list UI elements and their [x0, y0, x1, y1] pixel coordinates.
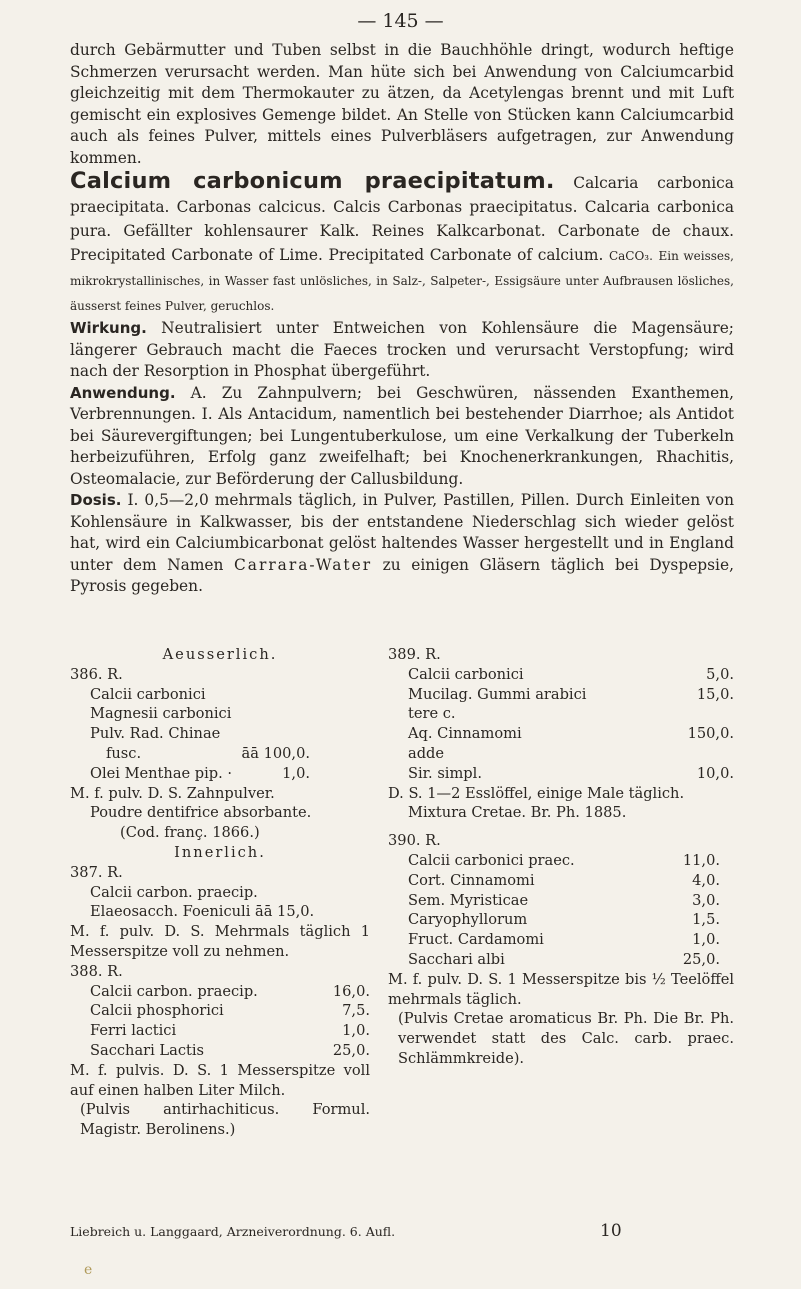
stray-mark: e	[84, 1262, 93, 1278]
signatura: D. S. 1—2 Esslöffel, einige Male täglich.	[388, 784, 685, 802]
ingredient-line: Cort. Cinnamomi 4,0.	[408, 871, 720, 889]
signatura: M. f. pulv. D. S. Mehrmals täglich 1 Messerspitze voll zu nehmen.	[70, 923, 370, 960]
recipe-columns	[70, 645, 734, 1140]
chemical-formula: CaCO₃.	[608, 249, 653, 263]
recipe-number: 386. R.	[70, 665, 123, 683]
signatura: M. f. pulv. D. S. Zahnpulver.	[70, 784, 275, 802]
dosis-paragraph	[70, 490, 734, 598]
substance-description: Ein weisses, mikrokrystallinisches, in Wasser fast unlösliches, in Salz-, Salpeter-, Essigsäure unter Aufbrausen lösliches, äusserst feines Pulver, geruchlos.	[70, 249, 734, 313]
ingredient-line: Aq. Cinnamomi 150,0.	[408, 725, 734, 743]
ingredient-line: Calcii phosphorici 7,5.	[90, 1002, 370, 1020]
signatura: M. f. pulv. D. S. 1 Messerspitze bis ½ Teelöffel mehrmals täglich.	[388, 970, 734, 1008]
ingredient-line: Mucilag. Gummi arabici 15,0.	[408, 685, 734, 703]
main-text	[70, 40, 734, 598]
monograph-synonyms: Calcaria carbonica praecipitata. Carbonas calcicus. Calcis Carbonas praecipitatus. Calcaria carbonica pura. Gefällter kohlensaurer Kalk. Reines Kalkcarbonat. Carbonate de chaux. Precipitated Carbonate of Lime. Precipitated Carbonate of calcium.	[70, 174, 734, 264]
dosis-text-a: I. 0,5—2,0 mehrmals täglich, in Pulver, Pastillen, Pillen. Durch Einleiten von Kohlensäure in Kalkwasser, bis der entstandene Niederschlag sich wieder gelöst hat, wird ein Calciumbicarbonat gelöst haltendes Wasser hergestellt und in England unter dem Namen	[70, 491, 734, 574]
carrara-water: Carrara-Water	[234, 555, 373, 574]
signatura: M. f. pulvis. D. S. 1 Messerspitze voll auf einen halben Liter Milch.	[70, 1061, 370, 1099]
recipe-389	[388, 645, 734, 823]
section-internal: Innerlich.	[174, 843, 266, 861]
recipe-source: (Cod. franç. 1866.)	[120, 824, 260, 842]
sheet-number: 10	[600, 1221, 622, 1241]
dosis-label: Dosis.	[70, 491, 122, 509]
ingredient-line: Calcii carbonici 5,0.	[408, 665, 734, 683]
wirkung-paragraph	[70, 318, 734, 383]
ingredient-line: tere c.	[408, 705, 456, 723]
page-number: — 145 —	[357, 10, 444, 32]
wirkung-label: Wirkung.	[70, 319, 147, 337]
recipe-number: 390. R.	[388, 832, 441, 850]
ingredient-line: Magnesii carbonici	[90, 705, 232, 723]
recipe-number: 389. R.	[388, 646, 441, 663]
recipe-number: 388. R.	[70, 962, 123, 980]
recipe-386	[70, 665, 370, 843]
recipe-name: Poudre dentifrice absorbante.	[90, 804, 312, 822]
recipe-number: 387. R.	[70, 863, 123, 881]
ingredient-line: Sem. Myristicae 3,0.	[408, 891, 720, 909]
recipe-387	[70, 863, 370, 962]
dosis-text-b: zu einigen Gläsern täglich bei Dyspepsie, Pyrosis gegeben.	[70, 555, 734, 595]
recipe-390	[388, 831, 734, 1069]
ingredient-line: Calcii carbon. praecip. 16,0.	[90, 982, 370, 1000]
ingredient-line: fusc. āā 100,0.	[106, 744, 310, 762]
ingredient-line: Olei Menthae pip. · 1,0.	[90, 764, 310, 782]
anwendung-paragraph	[70, 383, 734, 491]
recipe-source: Mixtura Cretae. Br. Ph. 1885.	[408, 804, 627, 822]
ingredient-line: Calcii carbon. praecip.	[90, 883, 258, 901]
intro-paragraph: durch Gebärmutter und Tuben selbst in die Bauchhöhle dringt, wodurch heftige Schmerzen verursacht werden. Man hüte sich bei Anwendung von Calciumcarbid gleichzeitig mit dem Thermokauter zu ätzen, da Acetylengas brennt und mit Luft gemischt ein explosives Gemenge bildet. An Stelle von Stücken kann Calciumcarbid auch als feines Pulver, mittels eines Pulverbläsers aufgetragen, zur Anwendung kommen.	[70, 41, 734, 167]
recipe-note: (Pulvis antirhachiticus. Formul. Magistr. Berolinens.)	[80, 1101, 370, 1139]
ingredient-line: Fruct. Cardamomi 1,0.	[408, 931, 720, 949]
ingredient-line: Ferri lactici 1,0.	[90, 1022, 370, 1040]
right-column	[388, 645, 734, 1140]
ingredient-line: adde	[408, 744, 445, 762]
anwendung-label: Anwendung.	[70, 383, 176, 402]
recipe-note: (Pulvis Cretae aromaticus Br. Ph. Die Br. Ph. verwendet statt des Calc. carb. praec. Schlämmkreide).	[398, 1010, 734, 1067]
ingredient-line: Sir. simpl. 10,0.	[408, 764, 734, 782]
ingredient-line: Calcii carbonici praec. 11,0.	[408, 851, 720, 869]
page-footer	[70, 1221, 734, 1241]
ingredient-line: Caryophyllorum 1,5.	[408, 911, 720, 929]
ingredient-line: Pulv. Rad. Chinae	[90, 725, 221, 743]
ingredient-line: Elaeosacch. Foeniculi āā 15,0.	[90, 903, 315, 921]
monograph-title: Calcium carbonicum praecipitatum.	[70, 168, 555, 194]
wirkung-text: Neutralisiert unter Entweichen von Kohlensäure die Magensäure; längerer Gebrauch macht die Faeces trocken und verursacht Verstopfung; wird nach der Resorption in Phosphat übergeführt.	[70, 319, 734, 380]
recipe-388	[70, 962, 370, 1140]
monograph-heading	[70, 169, 734, 318]
anwendung-text: A. Zu Zahnpulvern; bei Geschwüren, nässenden Exanthemen, Verbrennungen. I. Als Antacidum, namentlich bei bestehender Diarrhoe; als Antidot bei Säurevergiftungen; bei Lungentuberkulose, um eine Verkalkung der Tuberkeln herbeizuführen, Erfolg ganz zweifelhaft; bei Knochenerkrankungen, Rhachitis, Osteomalacie, zur Beförderung der Callusbildung.	[70, 383, 734, 488]
footer-citation: Liebreich u. Langgaard, Arzneiverordnung. 6. Aufl.	[70, 1224, 396, 1239]
left-column	[70, 645, 370, 1140]
ingredient-line: Sacchari Lactis 25,0.	[90, 1041, 370, 1059]
ingredient-line: Calcii carbonici	[90, 685, 206, 703]
section-external: Aeusserlich.	[162, 646, 278, 663]
ingredient-line: Sacchari albi 25,0.	[408, 950, 720, 968]
